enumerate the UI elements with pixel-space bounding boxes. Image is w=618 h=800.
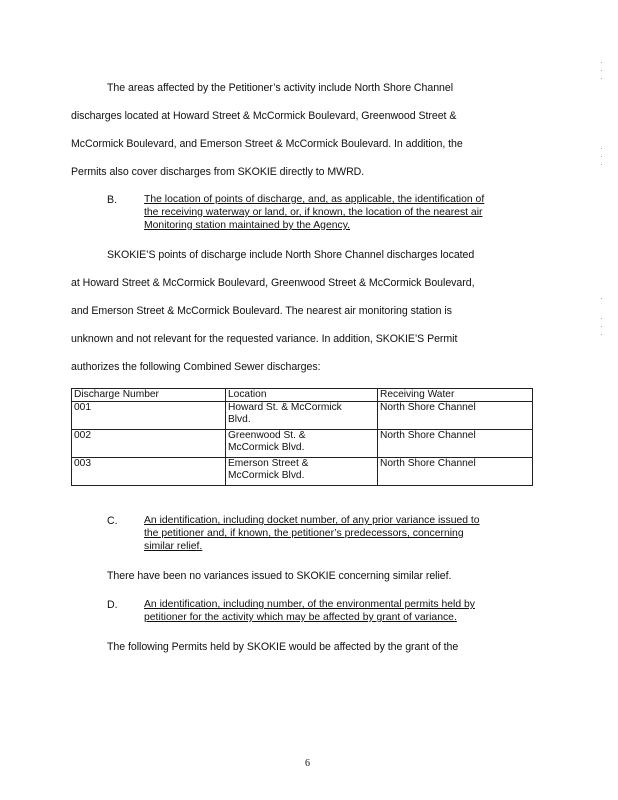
- section-c-letter: C.: [107, 515, 118, 527]
- cell-location-line1: Howard St. & McCormick: [228, 402, 342, 413]
- para1-line1: The areas affected by the Petitioner’s activity include North Shore Channel: [107, 82, 454, 94]
- cell-receiving-water: North Shore Channel: [378, 458, 533, 486]
- para1-line2: discharges located at Howard Street & McCormick Boulevard, Greenwood Street &: [71, 110, 457, 122]
- section-b-heading-line2: the receiving waterway or land, or, if known, the location of the nearest air: [144, 207, 483, 218]
- para1-line3: McCormick Boulevard, and Emerson Street & McCormick Boulevard. In addition, the: [71, 138, 463, 150]
- scan-speck: [601, 70, 602, 71]
- section-b-heading-line3: Monitoring station maintained by the Agency.: [144, 220, 351, 231]
- cell-location-line1: Greenwood St. &: [228, 430, 306, 441]
- cell-location-line2: McCormick Blvd.: [228, 442, 305, 453]
- scan-speck: [601, 334, 602, 335]
- section-d-heading-line1: An identification, including number, of the environmental permits held by: [144, 599, 475, 610]
- table-header-row: [72, 389, 533, 402]
- cell-location-line2: McCormick Blvd.: [228, 470, 305, 481]
- para2-line3: and Emerson Street & McCormick Boulevard. The nearest air monitoring station is: [71, 305, 452, 317]
- scan-speck: [601, 148, 602, 149]
- header-discharge-number: Discharge Number: [72, 389, 226, 402]
- para2-line4: unknown and not relevant for the requested variance. In addition, SKOKIE’S Permit: [71, 333, 458, 345]
- page-number: 6: [305, 758, 310, 769]
- section-c-heading-line1: An identification, including docket number, of any prior variance issued to: [144, 515, 480, 526]
- cell-location: [226, 430, 378, 458]
- scan-speck: [601, 62, 602, 63]
- table-row: [72, 458, 533, 486]
- cell-location-line1: Emerson Street &: [228, 458, 309, 469]
- cell-receiving-water: North Shore Channel: [378, 430, 533, 458]
- section-d-heading-line2: petitioner for the activity which may be affected by grant of variance.: [144, 612, 457, 623]
- cell-location: [226, 402, 378, 430]
- scan-speck: [601, 318, 602, 319]
- cell-location: [226, 458, 378, 486]
- scan-speck: [601, 164, 602, 165]
- discharge-table: [71, 388, 533, 486]
- section-d-body: The following Permits held by SKOKIE would be affected by the grant of the: [107, 641, 459, 653]
- cell-discharge-number: 001: [72, 402, 226, 430]
- cell-discharge-number: 002: [72, 430, 226, 458]
- cell-location-line2: Blvd.: [228, 414, 251, 425]
- para2-line5: authorizes the following Combined Sewer discharges:: [71, 361, 321, 373]
- table-row: [72, 430, 533, 458]
- scan-speck: [601, 78, 602, 79]
- header-location: Location: [226, 389, 378, 402]
- section-d-letter: D.: [107, 599, 118, 611]
- para2-line2: at Howard Street & McCormick Boulevard, Greenwood Street & McCormick Boulevard,: [71, 277, 475, 289]
- section-c-heading-line2: the petitioner and, if known, the petitioner’s predecessors, concerning: [144, 528, 464, 539]
- section-c-heading-line3: similar relief.: [144, 541, 203, 552]
- scan-speck: [601, 326, 602, 327]
- para1-line4: Permits also cover discharges from SKOKIE directly to MWRD.: [71, 166, 365, 178]
- section-c-body: There have been no variances issued to SKOKIE concerning similar relief.: [107, 570, 452, 582]
- section-b-letter: B.: [107, 194, 118, 206]
- scan-speck: [601, 156, 602, 157]
- table-row: [72, 402, 533, 430]
- scan-speck: [601, 298, 602, 299]
- cell-discharge-number: 003: [72, 458, 226, 486]
- header-receiving-water: Receiving Water: [378, 389, 533, 402]
- para2-line1: SKOKIE’S points of discharge include North Shore Channel discharges located: [107, 249, 475, 261]
- section-b-heading-line1: The location of points of discharge, and, as applicable, the identification of: [144, 194, 485, 205]
- cell-receiving-water: North Shore Channel: [378, 402, 533, 430]
